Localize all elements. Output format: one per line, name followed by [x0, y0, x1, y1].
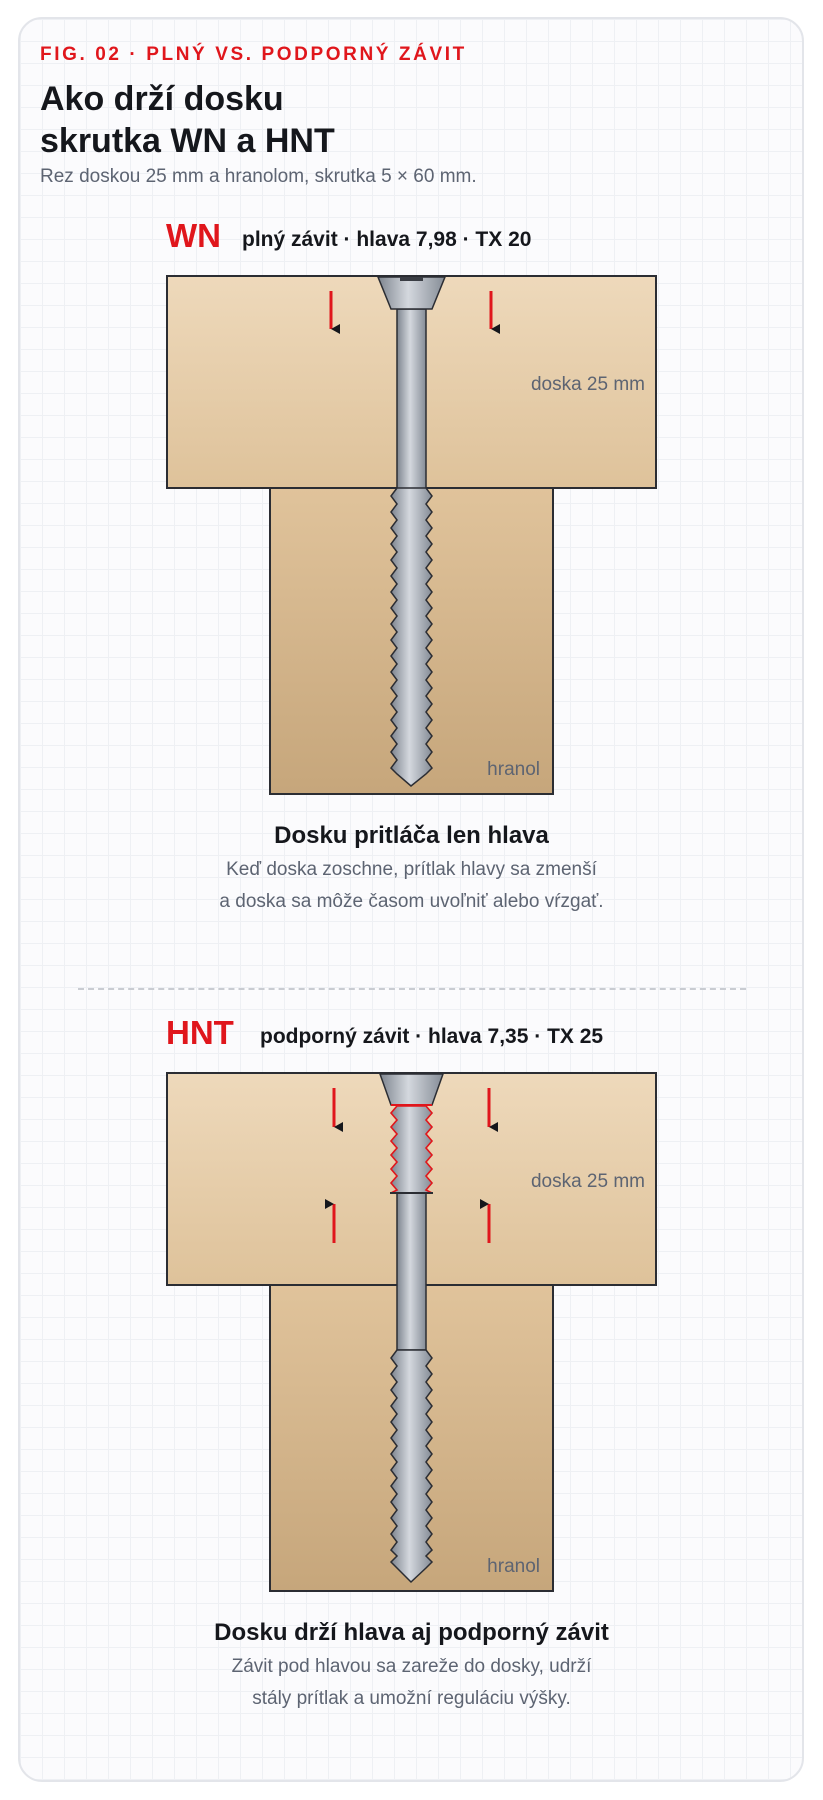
hnt-support-thread — [391, 1106, 432, 1193]
wn-caption-line-2: a doska sa môže časom uvoľniť alebo vŕzgať. — [219, 891, 604, 912]
hnt-screw-head — [380, 1074, 443, 1105]
hnt-caption-line-2: stály prítlak a umožní reguláciu výšky. — [252, 1688, 571, 1709]
wn-caption-line-1: Keď doska zoschne, prítlak hlavy sa zmenší — [226, 859, 597, 880]
wn-screw-name: WN — [166, 217, 221, 254]
figure-subtitle: Rez doskou 25 mm a hranolom, skrutka 5 × 60 mm. — [40, 166, 477, 187]
hnt-caption-line-1: Závit pod hlavou sa zareže do dosky, udrží — [231, 1656, 592, 1677]
wn-caption-title: Dosku pritláča len hlava — [274, 822, 549, 849]
hnt-main-thread — [391, 1350, 432, 1582]
wn-screw-spec: plný závit · hlava 7,98 · TX 20 — [242, 228, 532, 251]
hnt-board-label: doska 25 mm — [530, 1171, 645, 1192]
hnt-screw-name: HNT — [166, 1014, 234, 1051]
hnt-screw-spec: podporný závit · hlava 7,35 · TX 25 — [260, 1025, 604, 1048]
wn-board-label: doska 25 mm — [530, 374, 645, 395]
title-line-1: Ako drží dosku — [40, 80, 284, 118]
hnt-caption-title: Dosku drží hlava aj podporný závit — [214, 1619, 609, 1646]
hnt-beam-label: hranol — [487, 1556, 540, 1577]
wn-beam-label: hranol — [487, 759, 540, 780]
figure-kicker: FIG. 02 · PLNÝ VS. PODPORNÝ ZÁVIT — [40, 44, 467, 65]
title-line-2: skrutka WN a HNT — [40, 122, 335, 160]
